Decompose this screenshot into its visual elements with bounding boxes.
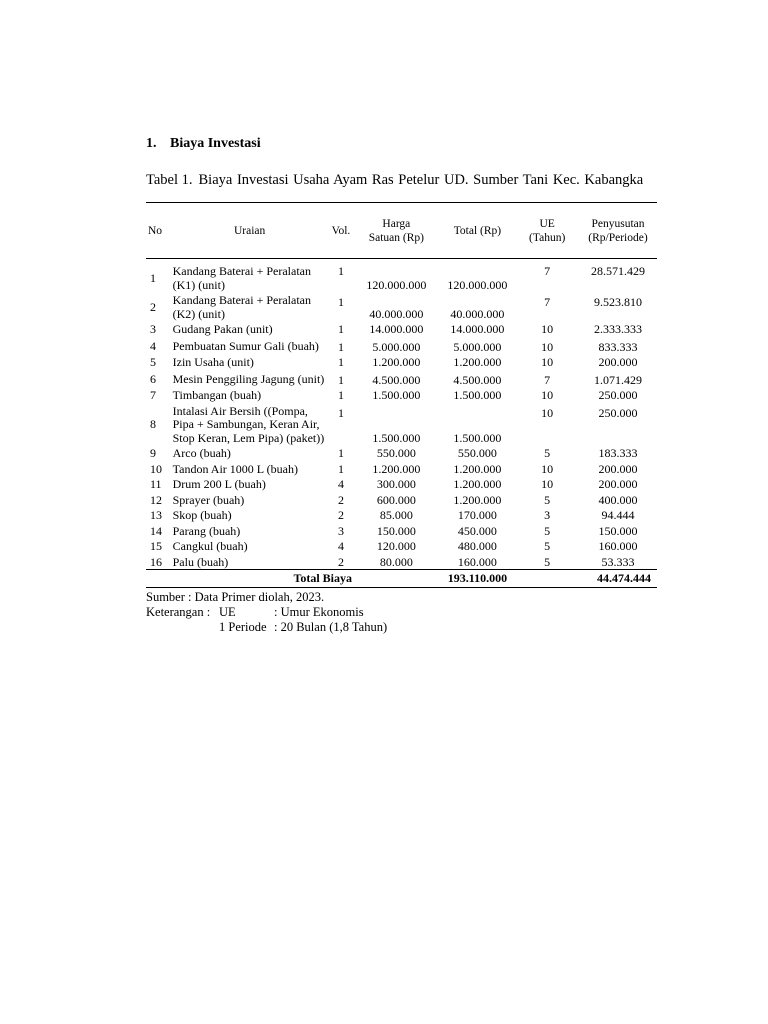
table-row xyxy=(146,354,657,370)
row-vol: 1 xyxy=(337,388,344,402)
row-penyusutan: 400.000 xyxy=(598,492,638,507)
row-no: 14 xyxy=(150,523,162,538)
row-ue: 7 xyxy=(544,264,551,278)
table-row xyxy=(146,321,657,337)
row-uraian: Pembuatan Sumur Gali (buah) xyxy=(172,338,319,353)
row-vol: 1 xyxy=(337,339,344,354)
row-ue: 3 xyxy=(544,508,551,522)
caption-text: Biaya Investasi Usaha Ayam Ras Petelur UD. Sumber Tani Kec. Kabangka xyxy=(198,172,644,188)
row-penyusutan: 200.000 xyxy=(598,477,638,491)
row-ue: 5 xyxy=(544,523,551,538)
row-ue: 10 xyxy=(541,322,554,336)
row-penyusutan: 200.000 xyxy=(598,355,638,369)
row-penyusutan: 53.333 xyxy=(601,554,635,569)
row-total: 1.500.000 xyxy=(453,430,502,445)
row-no: 9 xyxy=(150,446,156,460)
table-notes xyxy=(146,590,657,635)
table-row xyxy=(146,445,657,461)
row-vol: 1 xyxy=(337,295,344,309)
note-value-ue: : Umur Ekonomis xyxy=(274,605,364,619)
header-total: Total (Rp) xyxy=(453,224,502,237)
row-total: 1.500.000 xyxy=(453,388,502,402)
row-harga: 14.000.000 xyxy=(369,322,424,336)
table-row xyxy=(146,461,657,477)
row-ue: 7 xyxy=(544,295,551,309)
table-body xyxy=(146,259,657,570)
table-row xyxy=(146,476,657,492)
row-harga: 600.000 xyxy=(376,492,416,507)
row-vol: 2 xyxy=(337,492,344,507)
row-no: 10 xyxy=(150,461,162,476)
row-uraian: Mesin Penggiling Jagung (unit) xyxy=(172,371,325,386)
table-row xyxy=(146,292,657,321)
row-uraian: Kandang Baterai + Peralatan (K2) (unit) xyxy=(172,293,311,321)
row-vol: 3 xyxy=(337,523,344,538)
row-vol: 1 xyxy=(337,372,344,387)
row-penyusutan: 2.333.333 xyxy=(593,322,642,336)
header-penyusutan xyxy=(579,203,657,259)
row-no: 15 xyxy=(150,539,162,553)
row-penyusutan: 94.444 xyxy=(601,508,635,522)
note-key-periode: 1 Periode xyxy=(219,620,267,634)
row-no: 11 xyxy=(150,477,162,491)
row-total: 1.200.000 xyxy=(453,355,502,369)
row-ue: 5 xyxy=(544,492,551,507)
row-total: 160.000 xyxy=(457,554,497,569)
row-no: 8 xyxy=(150,417,156,431)
table-row xyxy=(146,403,657,446)
row-total: 40.000.000 xyxy=(450,306,505,321)
row-harga: 4.500.000 xyxy=(372,372,421,387)
caption-label: Tabel 1. xyxy=(146,172,193,188)
header-no: No xyxy=(148,224,163,237)
source-note: Sumber : Data Primer diolah, 2023. xyxy=(146,590,325,604)
row-no: 13 xyxy=(150,508,162,522)
row-ue: 10 xyxy=(541,355,554,369)
row-no: 12 xyxy=(150,492,162,507)
row-ue: 5 xyxy=(544,446,551,460)
note-value-periode: : 20 Bulan (1,8 Tahun) xyxy=(274,620,388,634)
row-ue: 10 xyxy=(541,477,554,491)
total-value: 193.110.000 xyxy=(439,570,515,588)
row-uraian: Gudang Pakan (unit) xyxy=(172,322,273,336)
row-vol: 4 xyxy=(337,477,344,491)
row-penyusutan: 183.333 xyxy=(598,446,638,460)
row-total: 5.000.000 xyxy=(453,339,502,354)
row-penyusutan: 250.000 xyxy=(598,405,638,420)
row-no: 16 xyxy=(150,554,162,569)
header-peny-line2: (Rp/Periode) xyxy=(588,231,648,244)
table-row xyxy=(146,370,657,388)
row-harga: 1.200.000 xyxy=(372,355,421,369)
row-harga: 1.500.000 xyxy=(372,430,421,445)
row-ue: 5 xyxy=(544,554,551,569)
keterangan-label: Keterangan : xyxy=(146,605,211,619)
row-vol: 1 xyxy=(337,446,344,460)
row-uraian: Kandang Baterai + Peralatan (K1) (unit) xyxy=(172,264,311,292)
table-row xyxy=(146,554,657,570)
table-row xyxy=(146,538,657,554)
row-ue: 5 xyxy=(544,539,551,553)
row-uraian: Cangkul (buah) xyxy=(172,539,248,553)
table-row xyxy=(146,507,657,523)
document-page xyxy=(146,136,657,635)
row-vol: 1 xyxy=(337,264,344,278)
row-uraian: Skop (buah) xyxy=(172,508,232,522)
row-harga: 85.000 xyxy=(379,508,413,522)
row-harga: 150.000 xyxy=(376,523,416,538)
note-indent xyxy=(146,620,219,635)
table-row xyxy=(146,523,657,539)
table-row xyxy=(146,387,657,403)
header-ue-line2: (Tahun) xyxy=(529,231,566,244)
row-no: 7 xyxy=(150,388,156,402)
header-harga-line2: Satuan (Rp) xyxy=(368,231,424,244)
total-label: Total Biaya xyxy=(146,570,439,588)
row-ue: 7 xyxy=(544,372,551,387)
section-heading xyxy=(146,136,657,152)
row-uraian: Drum 200 L (buah) xyxy=(172,477,266,491)
row-ue: 10 xyxy=(541,388,554,402)
row-vol: 1 xyxy=(337,355,344,369)
row-no: 3 xyxy=(150,322,156,336)
row-harga: 5.000.000 xyxy=(372,339,421,354)
row-no: 1 xyxy=(150,270,156,285)
row-harga: 120.000.000 xyxy=(366,277,427,292)
row-uraian: Intalasi Air Bersih ((Pompa, Pipa + Sambungan, Keran Air, Stop Keran, Lem Pipa) (paket)) xyxy=(172,403,325,445)
note-row-ue xyxy=(146,605,657,620)
row-ue: 10 xyxy=(541,405,554,420)
row-no: 5 xyxy=(150,355,156,369)
row-uraian: Parang (buah) xyxy=(172,523,241,538)
header-harga-line1: Harga xyxy=(382,217,411,230)
header-uraian: Uraian xyxy=(233,224,266,237)
row-penyusutan: 200.000 xyxy=(598,461,638,476)
header-harga xyxy=(353,203,439,259)
row-vol: 4 xyxy=(337,539,344,553)
row-total: 480.000 xyxy=(457,539,497,553)
table-caption xyxy=(146,170,657,190)
row-harga: 1.200.000 xyxy=(372,461,421,476)
row-total: 1.200.000 xyxy=(453,477,502,491)
row-total: 1.200.000 xyxy=(453,461,502,476)
row-uraian: Tandon Air 1000 L (buah) xyxy=(172,461,298,476)
table-row xyxy=(146,337,657,355)
total-penyusutan: 44.474.444 xyxy=(579,570,657,588)
row-total: 450.000 xyxy=(457,523,497,538)
row-harga: 80.000 xyxy=(379,554,413,569)
row-harga: 550.000 xyxy=(376,446,416,460)
section-title: Biaya Investasi xyxy=(170,136,261,151)
row-no: 4 xyxy=(150,338,156,353)
row-harga: 40.000.000 xyxy=(369,306,424,321)
total-ue-empty xyxy=(515,570,579,588)
row-penyusutan: 28.571.429 xyxy=(590,264,645,278)
row-uraian: Arco (buah) xyxy=(172,446,231,460)
header-peny-line1: Penyusutan xyxy=(591,217,645,230)
table-header-row xyxy=(146,203,657,259)
investment-table xyxy=(146,202,657,588)
row-no: 6 xyxy=(150,371,156,386)
row-uraian: Timbangan (buah) xyxy=(172,388,262,402)
row-penyusutan: 160.000 xyxy=(598,539,638,553)
header-ue-line1: UE xyxy=(539,217,555,230)
header-vol: Vol. xyxy=(331,224,351,237)
row-total: 120.000.000 xyxy=(447,277,508,292)
row-uraian: Izin Usaha (unit) xyxy=(172,355,254,369)
row-harga: 1.500.000 xyxy=(372,388,421,402)
header-ue xyxy=(515,203,579,259)
row-total: 4.500.000 xyxy=(453,372,502,387)
note-row-periode xyxy=(146,620,657,635)
row-penyusutan: 1.071.429 xyxy=(593,372,642,387)
row-ue: 10 xyxy=(541,461,554,476)
total-row xyxy=(146,570,657,588)
row-harga: 120.000 xyxy=(376,539,416,553)
row-vol: 2 xyxy=(337,554,344,569)
row-penyusutan: 150.000 xyxy=(598,523,638,538)
row-penyusutan: 833.333 xyxy=(598,339,638,354)
row-ue: 10 xyxy=(541,339,554,354)
row-uraian: Sprayer (buah) xyxy=(172,492,245,507)
section-number: 1. xyxy=(146,136,157,151)
row-total: 170.000 xyxy=(457,508,497,522)
row-vol: 1 xyxy=(337,461,344,476)
row-harga: 300.000 xyxy=(376,477,416,491)
row-vol: 1 xyxy=(337,322,344,336)
row-total: 1.200.000 xyxy=(453,492,502,507)
row-vol: 2 xyxy=(337,508,344,522)
row-total: 14.000.000 xyxy=(450,322,505,336)
row-total: 550.000 xyxy=(457,446,497,460)
row-vol: 1 xyxy=(337,405,344,420)
row-penyusutan: 9.523.810 xyxy=(593,295,642,309)
row-penyusutan: 250.000 xyxy=(598,388,638,402)
table-row xyxy=(146,259,657,293)
note-key-ue: UE xyxy=(219,605,236,619)
row-no: 2 xyxy=(150,299,156,314)
row-uraian: Palu (buah) xyxy=(172,554,229,569)
table-row xyxy=(146,492,657,508)
